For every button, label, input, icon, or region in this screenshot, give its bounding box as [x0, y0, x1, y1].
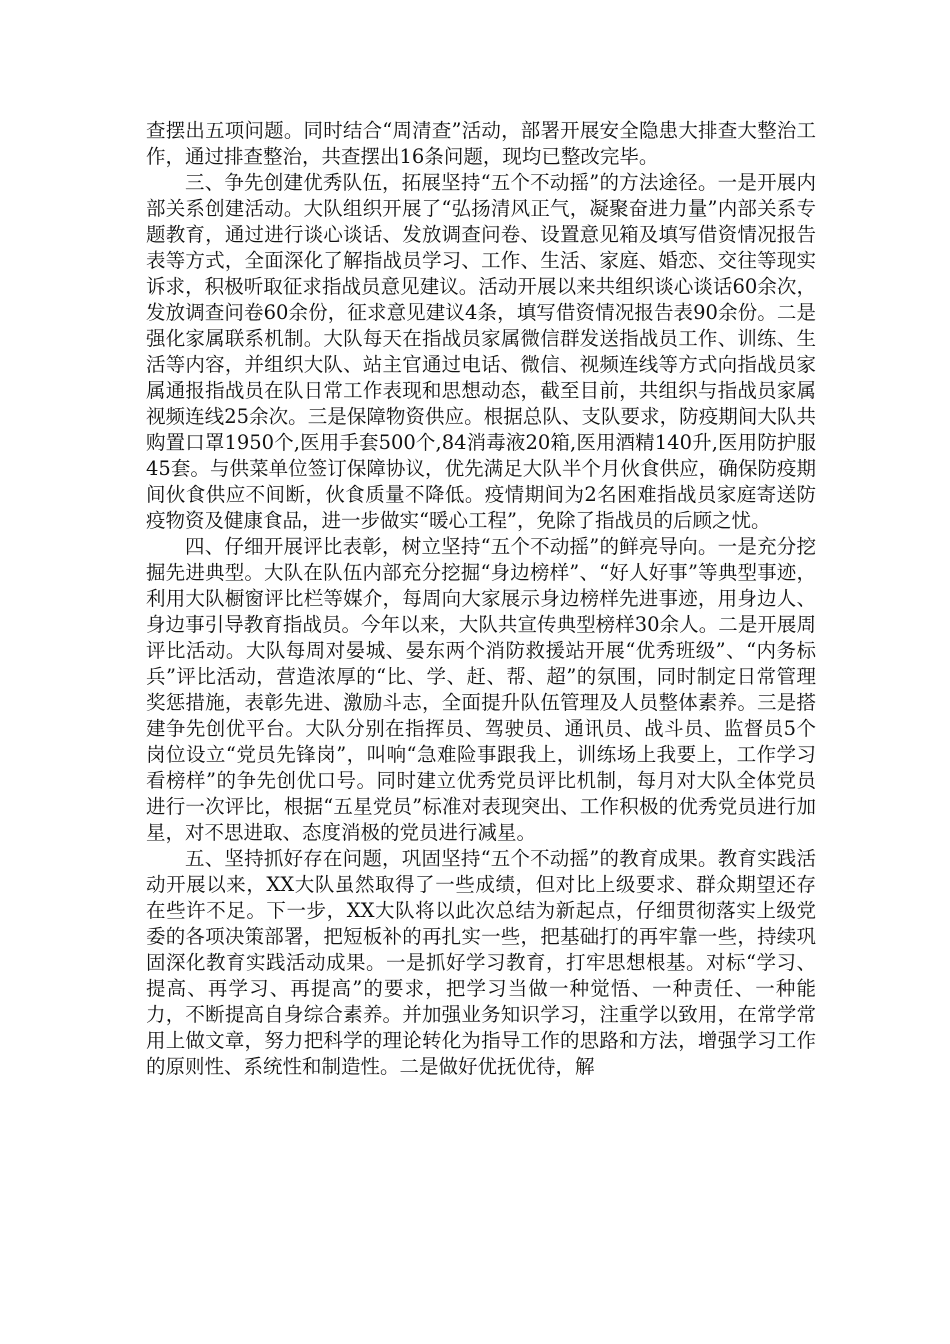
paragraph-continuation: 查摆出五项问题。同时结合“周清查”活动，部署开展安全隐患大排查大整治工作，通过排查整治，共查摆出16条问题，现均已整改完毕。: [146, 119, 816, 168]
paragraph-section-four: 四、仔细开展评比表彰，树立坚持“五个不动摇”的鲜亮导向。一是充分挖掘先进典型。大队在队伍内部充分挖掘“身边榜样”、“好人好事”等典型事迹，利用大队橱窗评比栏等媒介，每周向大家展示身边榜样先进事迹，用身边人、身边事引导教育指战员。今年以来，大队共宣传典型榜样30余人。二是开展周评比活动。大队每周对晏城、晏东两个消防救援站开展“优秀班级”、“内务标兵”评比活动，营造浓厚的“比、学、赶、帮、超”的氛围，同时制定日常管理奖惩措施，表彰先进、激励斗志，全面提升队伍管理及人员整体素养。三是搭建争先创优平台。大队分别在指挥员、驾驶员、通讯员、战斗员、监督员5个岗位设立“党员先锋岗”，叫响“急难险事跟我上，训练场上我要上，工作学习看榜样”的争先创优口号。同时建立优秀党员评比机制，每月对大队全体党员进行一次评比，根据“五星党员”标准对表现突出、工作积极的优秀党员进行加星，对不思进取、态度消极的党员进行减星。: [146, 535, 816, 844]
paragraph-section-three: 三、争先创建优秀队伍，拓展坚持“五个不动摇”的方法途径。一是开展内部关系创建活动。大队组织开展了“弘扬清风正气，凝聚奋进力量”内部关系专题教育，通过进行谈心谈话、发放调查问卷、设置意见箱及填写借资情况报告表等方式，全面深化了解指战员学习、工作、生活、家庭、婚恋、交往等现实诉求，积极听取征求指战员意见建议。活动开展以来共组织谈心谈话60余次，发放调查问卷60余份，征求意见建议4条，填写借资情况报告表90余份。二是强化家属联系机制。大队每天在指战员家属微信群发送指战员工作、训练、生活等内容，并组织大队、站主官通过电话、微信、视频连线等方式向指战员家属通报指战员在队日常工作表现和思想动态，截至目前，共组织与指战员家属视频连线25余次。三是保障物资供应。根据总队、支队要求，防疫期间大队共购置口罩1950个,医用手套500个,84消毒液20箱,医用酒精140升,医用防护服45套。与供菜单位签订保障协议，优先满足大队半个月伙食供应，确保防疫期间伙食供应不间断，伙食质量不降低。疫情期间为2名困难指战员家庭寄送防疫物资及健康食品，进一步做实“暖心工程”，免除了指战员的后顾之忧。: [146, 171, 816, 532]
document-body: [146, 118, 816, 1080]
paragraph-section-five: 五、坚持抓好存在问题，巩固坚持“五个不动摇”的教育成果。教育实践活动开展以来，XX大队虽然取得了一些成绩，但对比上级要求、群众期望还存在些许不足。下一步，XX大队将以此次总结为新起点，仔细贯彻落实上级党委的各项决策部署，把短板补的再扎实一些，把基础打的再牢靠一些，持续巩固深化教育实践活动成果。一是抓好学习教育，打牢思想根基。对标“学习、提高、再学习、再提高”的要求，把学习当做一种觉悟、一种责任、一种能力，不断提高自身综合素养。并加强业务知识学习，注重学以致用，在常学常用上做文章，努力把科学的理论转化为指导工作的思路和方法，增强学习工作的原则性、系统性和制造性。二是做好优抚优待，解: [146, 847, 816, 1078]
